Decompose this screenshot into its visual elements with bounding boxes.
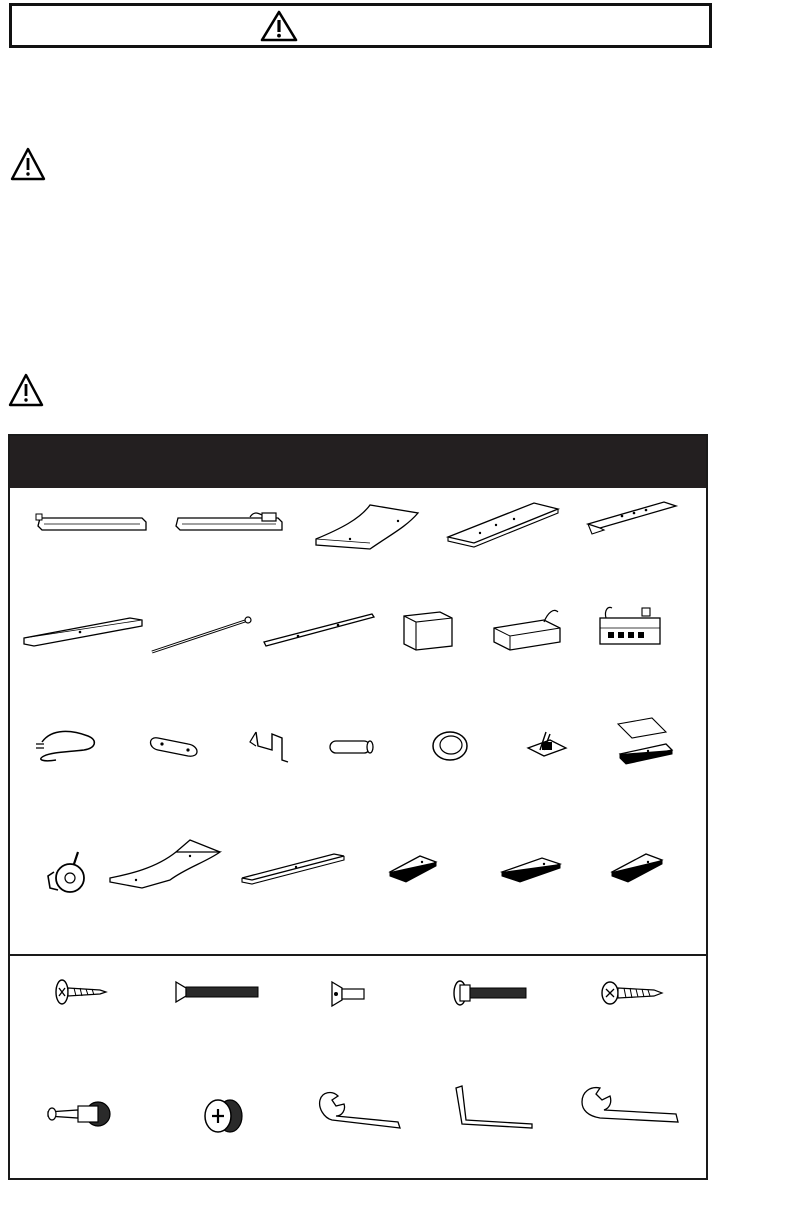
short-flat-head-bolt-icon <box>326 980 372 1008</box>
curved-desktop-panel-icon <box>310 499 425 551</box>
parts-divider <box>10 954 706 956</box>
parts-list <box>8 434 708 1180</box>
control-panel-icon <box>594 600 664 650</box>
small-wrench-icon <box>314 1086 406 1132</box>
connecting-rod-icon <box>144 612 259 658</box>
side-panel-icon <box>106 834 226 894</box>
leg-frame-icon <box>30 512 150 534</box>
warning-triangle-icon <box>10 147 46 181</box>
power-cord-icon <box>32 722 112 764</box>
tube-icon <box>326 736 378 758</box>
block-a-icon <box>384 850 442 890</box>
block-b-icon <box>496 850 568 890</box>
plate-icon <box>148 732 204 762</box>
allen-key-icon <box>448 1082 538 1132</box>
washer-head-screw-icon <box>50 976 112 1008</box>
cross-bar-icon <box>260 610 380 650</box>
flat-head-bolt-icon <box>170 980 266 1004</box>
foot-base-icon <box>20 608 148 648</box>
pads-icon <box>612 714 680 772</box>
cable-clip-icon <box>520 726 574 762</box>
large-wrench-icon <box>576 1082 686 1132</box>
wood-screw-icon <box>596 978 668 1008</box>
grommet-icon <box>428 726 474 766</box>
cam-bolt-icon <box>42 1096 116 1132</box>
warning-banner <box>9 3 712 48</box>
flange-bolt-icon <box>448 978 532 1008</box>
cam-lock-icon <box>200 1096 246 1136</box>
top-bracket-icon <box>582 498 682 538</box>
power-adapter-icon <box>488 604 578 652</box>
motor-leg-frame-icon <box>170 509 290 533</box>
warning-triangle-icon <box>8 373 44 407</box>
caster-wheel-icon <box>38 848 94 898</box>
flat-desktop-panel-icon <box>444 497 562 549</box>
parts-list-header <box>10 436 706 488</box>
block-c-icon <box>606 848 670 892</box>
warning-triangle-icon <box>260 10 298 42</box>
cable-hook-icon <box>246 726 296 768</box>
strip-panel-icon <box>238 848 350 890</box>
control-box-icon <box>398 606 458 654</box>
